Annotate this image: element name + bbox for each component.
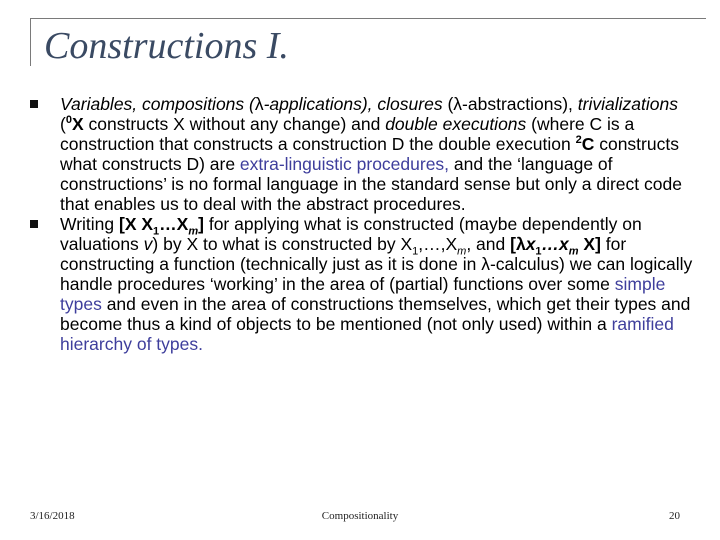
text-run: -abstractions), bbox=[462, 94, 578, 114]
subscript: m bbox=[457, 245, 467, 258]
text-run: constructs what constructs D) are bbox=[60, 134, 679, 174]
footer-title: Compositionality bbox=[321, 510, 399, 522]
text-run: double executions bbox=[385, 114, 527, 134]
text-run: ( bbox=[442, 94, 454, 114]
highlight-text: simple types bbox=[60, 274, 666, 314]
text-run: …x bbox=[541, 234, 569, 254]
subscript: m bbox=[568, 245, 579, 258]
bullet-text bbox=[60, 94, 682, 214]
text-run: and the ‘language of constructions’ is no formal language in the standard sense but only a direct code that enables us to deal with the abstract procedures. bbox=[60, 154, 682, 214]
slide-title: Constructions I. bbox=[44, 25, 289, 67]
bullet-item-constructions bbox=[30, 94, 702, 214]
text-run: v bbox=[143, 234, 153, 254]
text-run: ,…,X bbox=[418, 234, 458, 254]
text-run: ] bbox=[198, 214, 204, 234]
text-run: closures bbox=[377, 94, 443, 114]
text-run: ) by X to what is constructed by X bbox=[152, 234, 413, 254]
lambda-symbol: λ bbox=[453, 94, 463, 114]
text-run: -applications), bbox=[263, 94, 378, 114]
text-run: X] bbox=[578, 234, 601, 254]
square-bullet-icon bbox=[30, 220, 38, 228]
lambda-symbol: λ bbox=[481, 254, 490, 274]
text-run: x bbox=[525, 234, 536, 254]
subscript: 1 bbox=[153, 225, 160, 238]
bullet-list bbox=[30, 94, 702, 354]
title-frame-left-rule bbox=[30, 18, 31, 66]
superscript: 0 bbox=[65, 114, 72, 127]
text-run: -calculus) we can logically handle procedures ‘working’ in the area of (partial) functions over some bbox=[60, 254, 693, 294]
text-run: and even in the area of constructions themselves, which get their types and become thus a kind of objects to be mentioned (not only used) within a bbox=[60, 294, 691, 334]
text-run: ( bbox=[60, 114, 66, 134]
text-run: [X X bbox=[119, 214, 154, 234]
lambda-symbol: λ bbox=[254, 94, 264, 114]
text-run: [ bbox=[510, 234, 516, 254]
square-bullet-icon bbox=[30, 100, 38, 108]
text-run: for applying what is constructed (maybe dependently on valuations bbox=[60, 214, 642, 254]
text-run: , and bbox=[466, 234, 511, 254]
text-run: …X bbox=[159, 214, 189, 234]
footer-page-number: 20 bbox=[669, 510, 680, 522]
lambda-symbol: λ bbox=[515, 234, 526, 254]
highlight-text: ramified hierarchy of types. bbox=[60, 314, 674, 354]
text-run: trivializations bbox=[577, 94, 678, 114]
footer-date: 3/16/2018 bbox=[30, 510, 75, 522]
title-frame-top-rule bbox=[30, 18, 706, 19]
subscript: 1 bbox=[535, 245, 542, 258]
superscript: 2 bbox=[575, 134, 582, 147]
bullet-text bbox=[60, 214, 692, 354]
text-run: constructs X without any change) and bbox=[83, 114, 386, 134]
text-run: C bbox=[581, 134, 595, 154]
subscript: m bbox=[188, 225, 199, 238]
highlight-text: extra-linguistic procedures, bbox=[239, 154, 450, 174]
text-run: X bbox=[71, 114, 84, 134]
bullet-item-writing bbox=[30, 214, 702, 354]
text-run: (where C is a construction that constructs a construction D the double execution bbox=[60, 114, 635, 154]
text-run: Variables, compositions ( bbox=[60, 94, 255, 114]
text-run: Writing bbox=[60, 214, 119, 234]
text-run: for constructing a function (technically just as it is done in bbox=[60, 234, 627, 274]
subscript: 1 bbox=[412, 245, 419, 258]
